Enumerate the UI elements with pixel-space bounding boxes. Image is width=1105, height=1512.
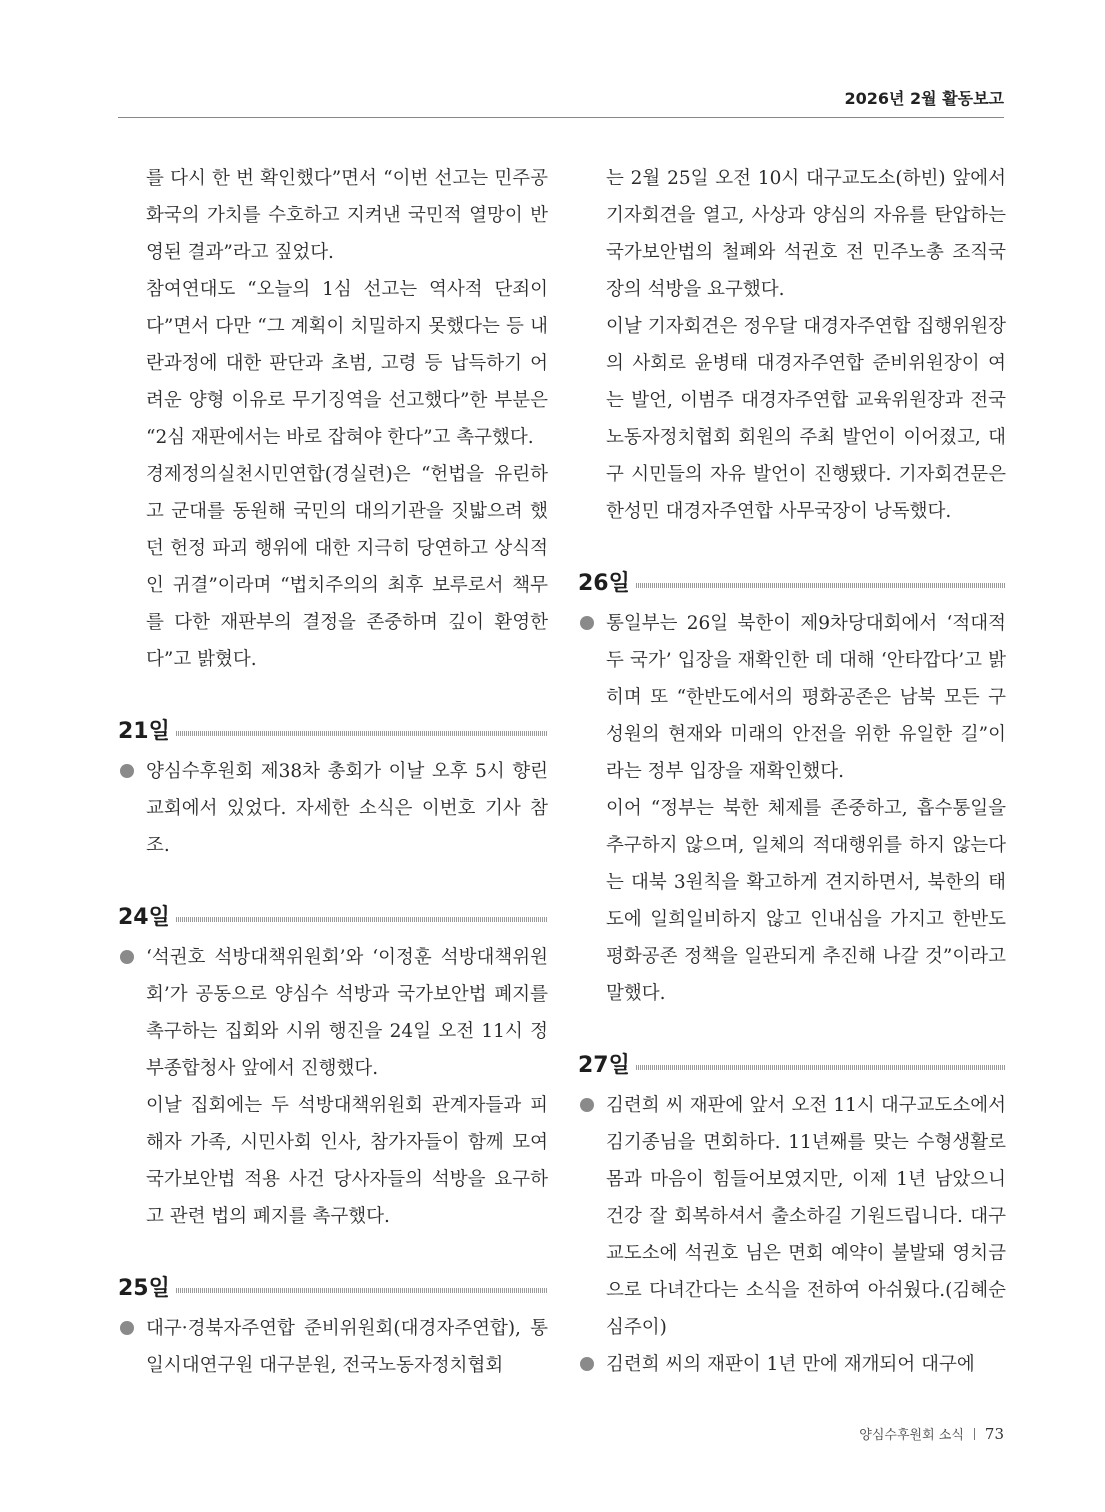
- day-label: 27일: [578, 1052, 630, 1078]
- body-paragraph: 이날 기자회견은 정우달 대경자주연합 집행위원장의 사회로 윤병태 대경자주연합 준비위원장이 여는 발언, 이범주 대경자주연합 교육위원장과 전국노동자정치협회 회원의 주최 발언이 이어졌고, 대구 시민들의 자유 발언이 진행됐다. 기자회견문은 한성민 대경자주연합 사무국장이 낭독했다.: [606, 316, 1006, 522]
- body-paragraph: 경제정의실천시민연합(경실련)은 “헌법을 유린하고 군대를 동원해 국민의 대의기관을 짓밟으려 했던 헌정 파괴 행위에 대한 지극히 당연하고 상식적인 귀결”이라며 “법치주의의 최후 보루로서 책무를 다한 재판부의 결정을 존중하며 깊이 환영한다”고 밝혔다.: [146, 464, 548, 670]
- bullet-item: [118, 939, 548, 1087]
- bullet-icon: [580, 1098, 594, 1112]
- dotted-rule: [176, 1288, 548, 1293]
- header-divider: [118, 117, 1004, 118]
- bullet-icon: [580, 616, 594, 630]
- bullet-icon: [120, 1321, 134, 1335]
- dotted-rule: [176, 731, 548, 736]
- page-footer: [859, 1424, 1004, 1443]
- left-column: [118, 160, 548, 1384]
- running-header: 2026년 2월 활동보고: [844, 89, 1004, 108]
- day-heading-27: [578, 1045, 1006, 1081]
- day-label: 21일: [118, 718, 170, 744]
- bullet-text: 통일부는 26일 북한이 제9차당대회에서 ‘적대적 두 국가’ 입장을 재확인한 데 대해 ‘안타깝다’고 밝히며 또 “한반도에서의 평화공존은 남북 모든 구성원의 현재와 미래의 안전을 위한 유일한 길”이라는 정부 입장을 재확인했다.: [606, 613, 1006, 782]
- dotted-rule: [636, 1065, 1006, 1070]
- day-label: 24일: [118, 904, 170, 930]
- bullet-text: 대구·경북자주연합 준비위원회(대경자주연합), 통일시대연구원 대구분원, 전국노동자정치협회: [146, 1318, 548, 1376]
- bullet-icon: [120, 950, 134, 964]
- body-paragraph: 를 다시 한 번 확인했다”면서 “이번 선고는 민주공화국의 가치를 수호하고 지켜낸 국민적 열망이 반영된 결과”라고 짚었다.: [146, 168, 548, 263]
- bullet-text: ‘석권호 석방대책위원회’와 ‘이정훈 석방대책위원회’가 공동으로 양심수 석방과 국가보안법 폐지를 촉구하는 집회와 시위 행진을 24일 오전 11시 정부종합청사 앞에서 진행했다.: [146, 947, 548, 1079]
- day-heading-24: [118, 897, 548, 933]
- bullet-text: 김련희 씨의 재판이 1년 만에 재개되어 대구에: [606, 1354, 975, 1375]
- body-paragraph: 이어 “정부는 북한 체제를 존중하고, 흡수통일을 추구하지 않으며, 일체의 적대행위를 하지 않는다는 대북 3원칙을 확고하게 견지하면서, 북한의 태도에 일희일비하지 않고 인내심을 가지고 한반도 평화공존 정책을 일관되게 추진해 나갈 것”이라고 말했다.: [606, 798, 1006, 1004]
- day-heading-25: [118, 1268, 548, 1304]
- dotted-rule: [176, 917, 548, 922]
- dotted-rule: [636, 583, 1006, 588]
- body-paragraph: 참여연대도 “오늘의 1심 선고는 역사적 단죄이다”면서 다만 “그 계획이 치밀하지 못했다는 등 내란과정에 대한 판단과 초범, 고령 등 납득하기 어려운 양형 이유로 무기징역을 선고했다”한 부분은 “2심 재판에서는 바로 잡혀야 한다”고 촉구했다.: [146, 279, 548, 448]
- day-label: 26일: [578, 570, 630, 596]
- day-label: 25일: [118, 1275, 170, 1301]
- page-number: 73: [984, 1424, 1004, 1443]
- bullet-icon: [120, 764, 134, 778]
- footer-separator: [974, 1428, 975, 1440]
- bullet-item: [578, 1346, 1006, 1383]
- bullet-item: [578, 605, 1006, 790]
- body-paragraph: 이날 집회에는 두 석방대책위원회 관계자들과 피해자 가족, 시민사회 인사, 참가자들이 함께 모여 국가보안법 적용 사건 당사자들의 석방을 요구하고 관련 법의 폐지를 촉구했다.: [146, 1095, 548, 1227]
- right-column: [578, 160, 1006, 1383]
- bullet-item: [118, 1310, 548, 1384]
- day-heading-26: [578, 563, 1006, 599]
- day-heading-21: [118, 711, 548, 747]
- bullet-text: 양심수후원회 제38차 총회가 이날 오후 5시 향린교회에서 있었다. 자세한 소식은 이번호 기사 참조.: [146, 761, 548, 856]
- bullet-item: [578, 1087, 1006, 1346]
- bullet-text: 김련희 씨 재판에 앞서 오전 11시 대구교도소에서 김기종님을 면회하다. 11년째를 맞는 수형생활로 몸과 마음이 힘들어보였지만, 이제 1년 남았으니 건강 잘 회복하셔서 출소하길 기원드립니다. 대구교도소에 석권호 님은 면회 예약이 불발돼 영치금으로 다녀간다는 소식을 전하여 아쉬웠다.(김혜순 심주이): [606, 1095, 1006, 1338]
- publication-name: 양심수후원회 소식: [859, 1428, 964, 1443]
- body-paragraph: 는 2월 25일 오전 10시 대구교도소(하빈) 앞에서 기자회견을 열고, 사상과 양심의 자유를 탄압하는 국가보안법의 철폐와 석권호 전 민주노총 조직국장의 석방을 요구했다.: [606, 168, 1006, 300]
- bullet-icon: [580, 1357, 594, 1371]
- bullet-item: [118, 753, 548, 864]
